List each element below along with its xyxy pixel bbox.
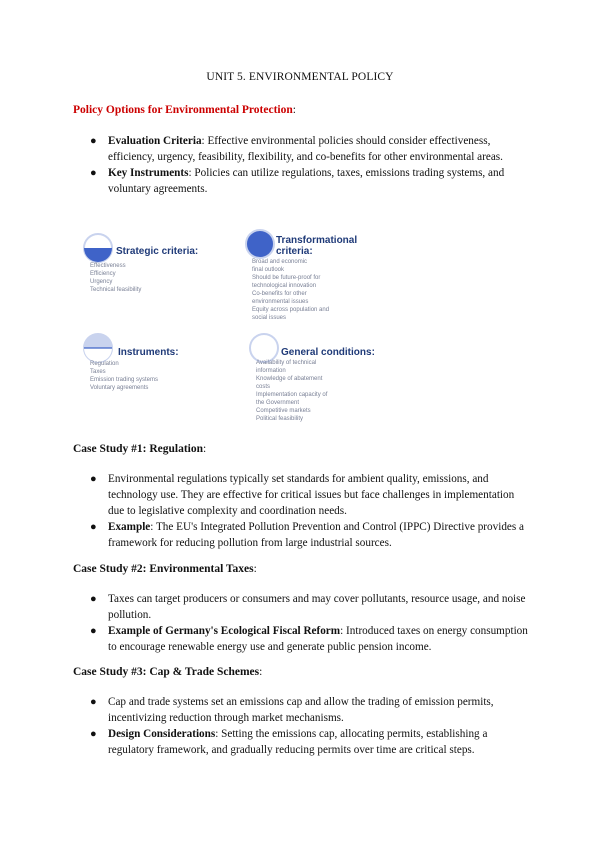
item-term: Example [108, 521, 151, 533]
section-heading-policy-options [73, 104, 296, 116]
condition-item: Availability of technical [256, 360, 317, 366]
transformational-criteria-items [252, 258, 329, 322]
transformational-criteria-title [276, 235, 357, 257]
criteria-item: environmental issues [252, 299, 309, 305]
item-text: : Setting the emissions cap, allocating permits, establishing a regulatory framework, and gradually reducing permits over time are critical steps. [108, 728, 488, 756]
bullet-icon: ● [90, 167, 97, 179]
general-conditions-block [248, 330, 398, 430]
instruments-block [82, 330, 232, 400]
title-line: Transformational [276, 235, 358, 246]
strategic-criteria-title: Strategic criteria: [116, 246, 199, 257]
item-term: Evaluation Criteria [108, 135, 202, 147]
instruments-items [90, 360, 158, 392]
condition-item: Knowledge of abatement [256, 376, 323, 382]
item-term: Design Considerations [108, 728, 216, 740]
criteria-item: Technical feasibility [90, 287, 142, 293]
list-item [88, 165, 528, 197]
item-text: : The EU's Integrated Pollution Prevention and Control (IPPC) Directive provides a framework for reducing pollution from large industrial sources. [108, 521, 524, 549]
condition-item: Competitive markets [256, 408, 311, 414]
bullet-icon: ● [90, 728, 97, 740]
list-item [88, 623, 528, 655]
section-heading-case1 [73, 443, 206, 455]
list-item [88, 694, 528, 726]
heading-text: Policy Options for Environmental Protection [73, 104, 293, 116]
criteria-item: technological innovation [252, 283, 317, 289]
list-item [88, 591, 528, 623]
condition-item: information [256, 368, 286, 374]
heading-colon: : [259, 666, 263, 678]
heading-text: Case Study #2: Environmental Taxes [73, 563, 254, 575]
section-heading-case2 [73, 563, 257, 575]
instrument-item: Taxes [90, 369, 106, 375]
bullet-icon: ● [90, 135, 97, 147]
heading-text: Case Study #3: Cap & Trade Schemes [73, 666, 260, 678]
list-item [88, 133, 528, 165]
item-text: Cap and trade systems set an emissions cap and allow the trading of emission permits, incentivizing reduction through market mechanisms. [108, 696, 494, 724]
filled-circle-icon [244, 228, 276, 260]
item-text: Environmental regulations typically set standards for ambient quality, emissions, and technology use. They are effective for critical issues but face challenges in implementation due to legislative complexity and coordination needs. [108, 473, 515, 517]
bullet-icon: ● [90, 593, 97, 605]
case2-list [88, 591, 528, 655]
heading-colon: : [253, 563, 257, 575]
list-item [88, 726, 528, 758]
bullet-icon: ● [90, 696, 97, 708]
bullet-icon: ● [90, 521, 97, 533]
item-text: : Introduced taxes on energy consumption to encourage renewable energy use and generate public pension income. [108, 625, 528, 653]
criteria-item: final outlook [252, 267, 285, 273]
criteria-item: social issues [252, 315, 287, 321]
general-conditions-items [256, 359, 327, 423]
strategic-criteria-items [90, 262, 141, 294]
condition-item: the Government [256, 400, 300, 406]
item-text: : Effective environmental policies should consider effectiveness, efficiency, urgency, feasibility, flexibility, and co-benefits for other environmental areas. [108, 135, 503, 163]
list-item [88, 471, 528, 519]
condition-item: Political feasibility [256, 416, 304, 422]
section-heading-case3 [73, 666, 262, 678]
transformational-criteria-block [244, 226, 394, 326]
title-line: criteria: [276, 246, 313, 257]
item-term: Example of Germany's Ecological Fiscal Reform [108, 625, 341, 637]
strategic-criteria-block [82, 230, 232, 310]
item-text: : Policies can utilize regulations, taxes, emissions trading systems, and voluntary agreements. [108, 167, 505, 195]
list-item [88, 519, 528, 551]
general-conditions-title: General conditions: [281, 347, 375, 358]
criteria-item: Efficiency [90, 271, 116, 277]
instrument-item: Voluntary agreements [90, 385, 149, 391]
criteria-item: Broad and economic [252, 259, 308, 265]
bullet-icon: ● [90, 473, 97, 485]
criteria-item: Should be future-proof for [252, 275, 321, 281]
half-filled-circle-icon [82, 232, 114, 264]
item-term: Key Instruments [108, 167, 189, 179]
criteria-item: Effectiveness [90, 263, 126, 269]
instrument-item: Regulation [90, 361, 119, 367]
criteria-item: Urgency [90, 279, 113, 285]
criteria-item: Co-benefits for other [252, 291, 307, 297]
bullet-icon: ● [90, 625, 97, 637]
condition-item: costs [256, 384, 271, 390]
criteria-item: Equity across population and [252, 307, 330, 313]
case3-list [88, 694, 528, 758]
instrument-item: Emission trading systems [90, 377, 159, 383]
heading-text: Case Study #1: Regulation [73, 443, 204, 455]
item-text: Taxes can target producers or consumers and may cover pollutants, resource usage, and noise pollution. [108, 593, 526, 621]
document-title: UNIT 5. ENVIRONMENTAL POLICY [206, 71, 394, 83]
heading-colon: : [203, 443, 207, 455]
instruments-title: Instruments: [118, 347, 179, 358]
heading-colon: : [292, 104, 296, 116]
policy-options-list [88, 133, 528, 197]
condition-item: Implementation capacity of [256, 392, 328, 398]
criteria-figure [82, 226, 392, 431]
case1-list [88, 471, 528, 551]
